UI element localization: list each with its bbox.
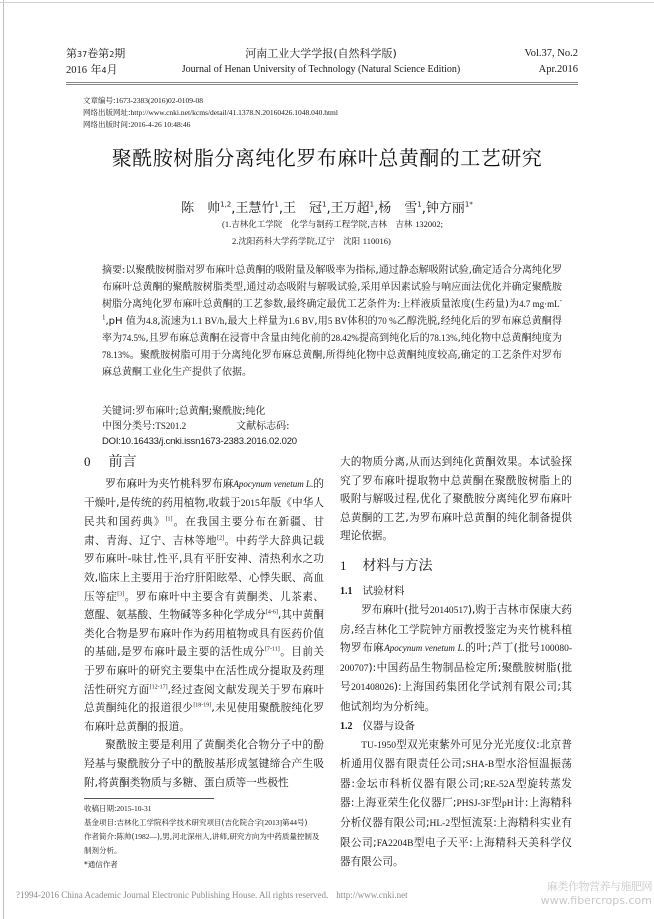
article-meta <box>83 95 583 131</box>
right-column <box>340 453 572 872</box>
section-heading-methods: 1 材料与方法 <box>340 557 433 574</box>
watermark-cn: 麻类作物营养与施肥网 <box>547 880 652 893</box>
intro-paragraph-2-continued: 大的物质分离,从而达到纯化黄酮效果。本试验探究了罗布麻叶提取物中总黄酮在聚酰胺树脂上的吸附与解吸过程,优化了聚酰胺分离纯化罗布麻叶总黄酮的工艺,为罗布麻叶总黄酮的纯化制备提供理论依据。 <box>340 456 572 543</box>
left-column-body <box>84 475 324 792</box>
section-heading-intro: 0 前言 <box>84 454 137 470</box>
author-bio: 作者简介:陈帅(1982—),男,河北深州人,讲师,研究方向为中药质量控制及制剂分析。 <box>84 832 320 855</box>
keywords: 关键词:罗布麻叶;总黄酮;聚酰胺;纯化 <box>102 406 266 417</box>
footnote-rule <box>84 798 214 799</box>
funding: 基金项目:吉林化工学院科学技术研究项目(吉化院合字[2013]第44号) <box>84 818 308 827</box>
abstract-metadata <box>102 404 562 449</box>
author-list: 陈 帅$^{1,2}$,王慧竹$^1$,王 冠$^1$,王万超$^1$,杨 雪$^1$,钟方丽$^{1*}$ <box>181 201 473 217</box>
instruments-paragraph: TU-1950型双光束紫外可见分光光度仪:北京普析通用仪器有限责任公司;SHA-B型水浴恒温振荡器:金坛市科析仪器有限公司;RE-52A型旋转蒸发器:上海亚荣生化仪器厂;PHSJ-3F型pH计:上海精科分析仪器有限公司;HL-2型恒流泵:上海精科实业有限公司;FA2204B型电子天平:上海精科天美科学仪器有限公司。 <box>340 738 573 869</box>
affiliation-2: 2.沈阳药科大学药学院,辽宁 沈阳 110016) <box>232 236 391 247</box>
header-center <box>138 46 504 78</box>
intro-paragraph-2: 聚酰胺主要是利用了黄酮类化合物分子中的酚羟基与聚酰胺分子中的酰胺基形成氢键缔合产生吸附,将黄酮类物质与多糖、蛋白质等一些极性 <box>84 739 324 789</box>
footnotes <box>84 802 324 872</box>
author: 陈 帅$^{1,2}$ <box>181 201 232 217</box>
watermark-url: www.fibercrops.com <box>540 894 652 907</box>
journal-title-en: Journal of Henan University of Technology (Natural Science Edition) <box>181 64 461 75</box>
author: 杨 雪$^1$ <box>378 201 422 217</box>
affiliation-1: (1.吉林化工学院 化学与制药工程学院,吉林 吉林 132002; <box>222 219 444 230</box>
copyright-line: ?1994-2016 China Academic Journal Electronic Publishing House. All rights reserved. http://www.cnki.net <box>16 890 408 900</box>
online-url-link[interactable]: http://www.cnki.net/kcms/detail/41.1378.N.20160426.1048.040.html <box>130 108 338 117</box>
subsection-heading-instruments: 1.2 仪器与设备 <box>340 719 415 732</box>
journal-title-cn: 河南工业大学学报(自然科学版) <box>245 47 397 60</box>
paper-title: 聚酰胺树脂分离纯化罗布麻叶总黄酮的工艺研究 <box>111 146 543 170</box>
article-number: 文章编号:1673-2383(2016)02-0109-08 <box>83 96 204 105</box>
online-time: 网络出版时间:2016-4-26 10:48:46 <box>83 120 191 129</box>
subsection-heading-materials: 1.1 试验材料 <box>340 584 405 597</box>
materials-paragraph: 罗布麻叶(批号20140517),购于吉林市保康大药房,经吉林化工学院钟方丽教授鉴定为夹竹桃科植物罗布麻Apocynum venetum L.的叶;芦丁(批号100080-200707):中国药品生物制品检定所;聚酰胺树脂(批号201408026):上海国药集团化学试剂有限公司;其他试剂均为分析纯。 <box>340 603 572 713</box>
date-cn: 2016 年4月 <box>66 63 118 76</box>
header-left <box>66 46 136 78</box>
affiliations <box>222 216 443 250</box>
running-header <box>66 46 578 80</box>
volume-issue-cn: 第37卷第2期 <box>66 47 126 60</box>
intro-paragraph-1: 罗布麻叶为夹竹桃科罗布麻Apocynum venetum L.的干燥叶,是传统的药用植物,收载于2015年版《中华人民共和国药典》[1]。在我国主要分布在新疆、甘肃、青海、辽宁、吉林等地[2]。中药学大辞典记载罗布麻叶-味甘,性平,具有平肝安神、清热利水之功效,临床上主要用于治疗肝阳眩晕、心悸失眠、高血压等症[3]。罗布麻叶中主要含有黄酮类、儿茶素、蒽醌、氨基酸、生物碱等多种化学成分[4-6],其中黄酮类化合物是罗布麻叶作为药用植物或具有医药价值的基础,是罗布麻叶最主要的活性成分[7-11]。目前关于罗布麻叶的研究主要集中在活性成分提取及药理活性研究方面[12-17],经过查阅文献发现关于罗布麻叶总黄酮纯化的报道很少[18-19],未见使用聚酰胺纯化罗布麻叶总黄酮的报道。 <box>84 478 325 733</box>
volume-issue-en: Vol.37, No.2 <box>524 48 578 59</box>
abstract: 摘要:以聚酰胺树脂对罗布麻叶总黄酮的吸附量及解吸率为指标,通过静态解吸附试验,确定适合分离纯化罗布麻叶总黄酮的聚酰胺树脂类型,通过动态吸附与解吸试验,采用单因素试验与响应面法优化并确定聚酰胺树脂分离纯化罗布麻叶总黄酮的工艺参数,最终确定最优工艺条件为:上样液质量浓度(生药量)为4.7 $mg\cdot mL^{-1},pH$ 值为4.8,流速为1.1 BV/h,最大上样量为1.6 BV,用5 BV体积的70 %乙醇洗脱,经纯化后的罗布麻总黄酮得率为74.5%,且罗布麻总黄酮在浸膏中含量由纯化前的28.42%提高到纯化后的78.13%,纯化物中总黄酮纯度为78.13%。聚酰胺树脂可用于分离纯化罗布麻总黄酮,所得纯化物中总黄酮纯度较高,确定的工艺条件对罗布麻总黄酮工业化生产提供了依据。 <box>102 265 563 378</box>
page-border-top <box>0 2 654 3</box>
doi[interactable]: DOI:10.16433/j.cnki.issn1673-2383.2016.02.020 <box>102 436 297 447</box>
cnki-link[interactable]: http://www.cnki.net <box>336 890 408 900</box>
author: 钟方丽$^{1*}$ <box>425 201 473 217</box>
author: 王慧竹$^1$ <box>235 201 279 217</box>
header-double-rule <box>66 82 578 85</box>
classification: 中图分类号:TS201.2 文献标志码: <box>102 421 290 432</box>
page-border-left <box>3 0 4 919</box>
header-right <box>506 46 578 78</box>
abstract-label: 摘要: <box>102 265 126 276</box>
received-date: 收稿日期:2015-10-31 <box>84 804 152 813</box>
author: 王万超$^1$ <box>330 201 375 217</box>
date-en: Apr.2016 <box>538 64 578 75</box>
online-url: 网络出版网址:http://www.cnki.net/kcms/detail/41.1378.N.20160426.1048.040.html <box>83 108 338 117</box>
author: 王 冠$^1$ <box>283 201 327 217</box>
corresponding-author-note: *通信作者 <box>84 860 118 869</box>
watermark <box>540 880 652 908</box>
